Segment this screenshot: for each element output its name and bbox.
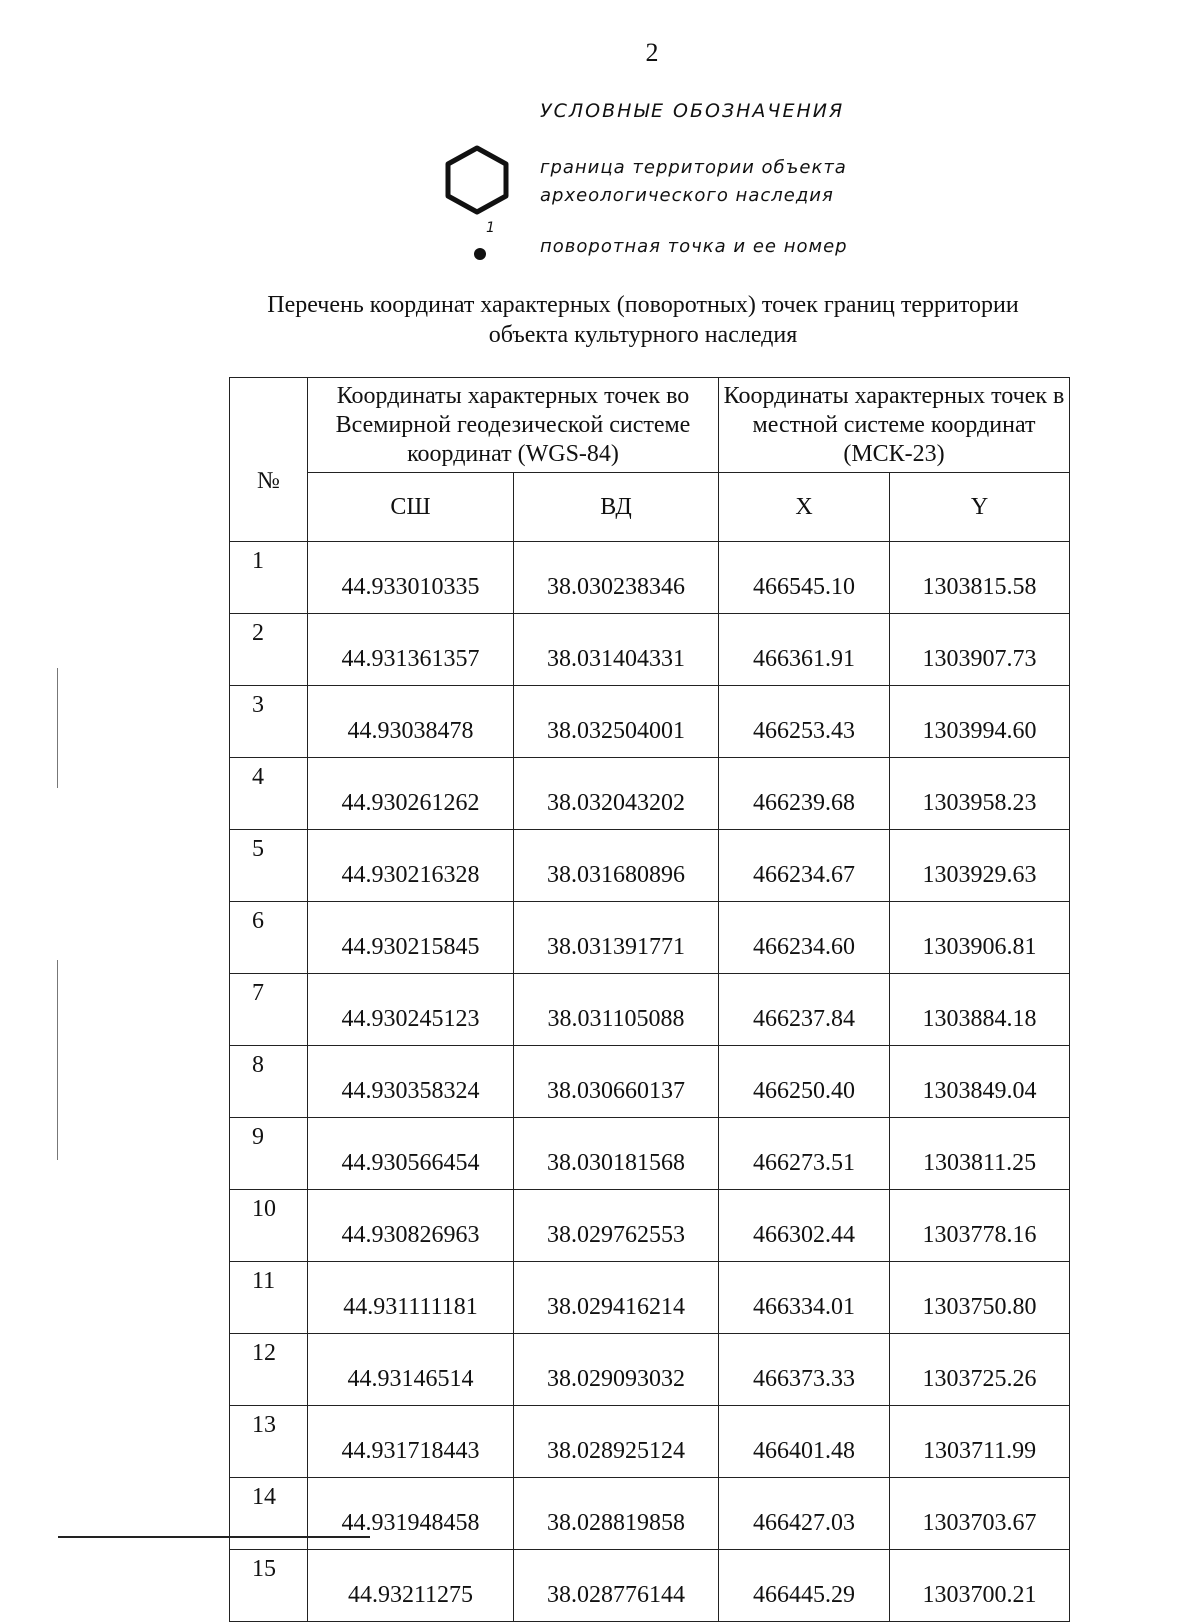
cell-y: 1303725.26 — [890, 1334, 1070, 1406]
row-number: 14 — [230, 1478, 308, 1550]
legend-boundary-label-line1: граница территории объекта — [540, 157, 847, 178]
table-row — [230, 1334, 1070, 1406]
cell-latitude: 44.930826963 — [308, 1190, 514, 1262]
legend-point-label: поворотная точка и ее номер — [540, 236, 848, 257]
table-row — [230, 902, 1070, 974]
header-msk23: Координаты характерных точек в местной системе координат (МСК-23) — [719, 378, 1070, 473]
row-number: 3 — [230, 686, 308, 758]
footnote-separator — [58, 1536, 370, 1538]
row-number: 15 — [230, 1550, 308, 1622]
cell-y: 1303884.18 — [890, 974, 1070, 1046]
cell-y: 1303778.16 — [890, 1190, 1070, 1262]
cell-x: 466373.33 — [719, 1334, 890, 1406]
cell-x: 466250.40 — [719, 1046, 890, 1118]
table-row — [230, 614, 1070, 686]
row-number: 5 — [230, 830, 308, 902]
table-caption-line2: объекта культурного наследия — [488, 322, 798, 348]
cell-longitude: 38.032043202 — [514, 758, 719, 830]
row-number: 7 — [230, 974, 308, 1046]
table-row — [230, 1406, 1070, 1478]
legend-title: УСЛОВНЫЕ ОБОЗНАЧЕНИЯ — [540, 100, 845, 122]
header-y: Y — [890, 473, 1070, 542]
header-longitude: ВД — [514, 473, 719, 542]
cell-x: 466334.01 — [719, 1262, 890, 1334]
table-caption — [200, 290, 1086, 350]
header-x: X — [719, 473, 890, 542]
table-row — [230, 686, 1070, 758]
legend-boundary-label — [540, 154, 847, 210]
cell-latitude: 44.931718443 — [308, 1406, 514, 1478]
row-number: 6 — [230, 902, 308, 974]
table-caption-line1: Перечень координат характерных (поворотных) точек границ территории — [267, 292, 1019, 318]
cell-x: 466237.84 — [719, 974, 890, 1046]
cell-longitude: 38.029762553 — [514, 1190, 719, 1262]
cell-longitude: 38.028819858 — [514, 1478, 719, 1550]
cell-x: 466234.67 — [719, 830, 890, 902]
cell-latitude: 44.931361357 — [308, 614, 514, 686]
cell-x: 466302.44 — [719, 1190, 890, 1262]
row-number: 8 — [230, 1046, 308, 1118]
cell-longitude: 38.030238346 — [514, 542, 719, 614]
table-row — [230, 1478, 1070, 1550]
cell-longitude: 38.029093032 — [514, 1334, 719, 1406]
legend-point-number: 1 — [486, 220, 495, 236]
cell-latitude: 44.930216328 — [308, 830, 514, 902]
page-number: 2 — [645, 38, 659, 67]
table-row — [230, 1262, 1070, 1334]
cell-x: 466273.51 — [719, 1118, 890, 1190]
cell-y: 1303849.04 — [890, 1046, 1070, 1118]
cell-latitude: 44.93146514 — [308, 1334, 514, 1406]
row-number: 4 — [230, 758, 308, 830]
cell-latitude: 44.930566454 — [308, 1118, 514, 1190]
cell-latitude: 44.930358324 — [308, 1046, 514, 1118]
cell-latitude: 44.930245123 — [308, 974, 514, 1046]
cell-longitude: 38.031391771 — [514, 902, 719, 974]
table-row — [230, 830, 1070, 902]
coordinates-table — [229, 377, 1070, 1622]
cell-latitude: 44.930261262 — [308, 758, 514, 830]
cell-y: 1303907.73 — [890, 614, 1070, 686]
table-row — [230, 1550, 1070, 1622]
table-row — [230, 1190, 1070, 1262]
cell-x: 466253.43 — [719, 686, 890, 758]
cell-longitude: 38.031680896 — [514, 830, 719, 902]
cell-x: 466545.10 — [719, 542, 890, 614]
row-number: 13 — [230, 1406, 308, 1478]
table-row — [230, 1118, 1070, 1190]
row-number: 9 — [230, 1118, 308, 1190]
row-number: 11 — [230, 1262, 308, 1334]
scan-margin-line — [57, 960, 58, 1160]
row-number: 2 — [230, 614, 308, 686]
cell-longitude: 38.030181568 — [514, 1118, 719, 1190]
table-row — [230, 542, 1070, 614]
turning-point-dot-icon — [474, 248, 486, 260]
cell-x: 466361.91 — [719, 614, 890, 686]
cell-x: 466401.48 — [719, 1406, 890, 1478]
cell-longitude: 38.028776144 — [514, 1550, 719, 1622]
cell-y: 1303815.58 — [890, 542, 1070, 614]
row-number: 12 — [230, 1334, 308, 1406]
cell-longitude: 38.032504001 — [514, 686, 719, 758]
coordinates-table-body — [230, 542, 1070, 1622]
boundary-hexagon-icon — [442, 144, 512, 216]
cell-latitude: 44.93211275 — [308, 1550, 514, 1622]
header-number: № — [230, 378, 308, 542]
cell-y: 1303994.60 — [890, 686, 1070, 758]
legend-boundary-label-line2: археологического наследия — [540, 185, 834, 206]
cell-y: 1303700.21 — [890, 1550, 1070, 1622]
table-row — [230, 1046, 1070, 1118]
cell-longitude: 38.029416214 — [514, 1262, 719, 1334]
cell-latitude: 44.931111181 — [308, 1262, 514, 1334]
cell-y: 1303929.63 — [890, 830, 1070, 902]
cell-latitude: 44.93038478 — [308, 686, 514, 758]
cell-x: 466234.60 — [719, 902, 890, 974]
header-latitude: СШ — [308, 473, 514, 542]
cell-longitude: 38.031105088 — [514, 974, 719, 1046]
cell-y: 1303750.80 — [890, 1262, 1070, 1334]
cell-y: 1303958.23 — [890, 758, 1070, 830]
cell-latitude: 44.931948458 — [308, 1478, 514, 1550]
cell-latitude: 44.933010335 — [308, 542, 514, 614]
table-row — [230, 758, 1070, 830]
cell-longitude: 38.030660137 — [514, 1046, 719, 1118]
table-row — [230, 974, 1070, 1046]
cell-y: 1303811.25 — [890, 1118, 1070, 1190]
cell-y: 1303703.67 — [890, 1478, 1070, 1550]
cell-latitude: 44.930215845 — [308, 902, 514, 974]
cell-x: 466427.03 — [719, 1478, 890, 1550]
cell-longitude: 38.031404331 — [514, 614, 719, 686]
header-wgs84: Координаты характерных точек во Всемирной геодезической системе координат (WGS-84) — [308, 378, 719, 473]
cell-x: 466445.29 — [719, 1550, 890, 1622]
cell-y: 1303711.99 — [890, 1406, 1070, 1478]
cell-longitude: 38.028925124 — [514, 1406, 719, 1478]
row-number: 10 — [230, 1190, 308, 1262]
row-number: 1 — [230, 542, 308, 614]
cell-x: 466239.68 — [719, 758, 890, 830]
scan-margin-line — [57, 668, 58, 788]
cell-y: 1303906.81 — [890, 902, 1070, 974]
